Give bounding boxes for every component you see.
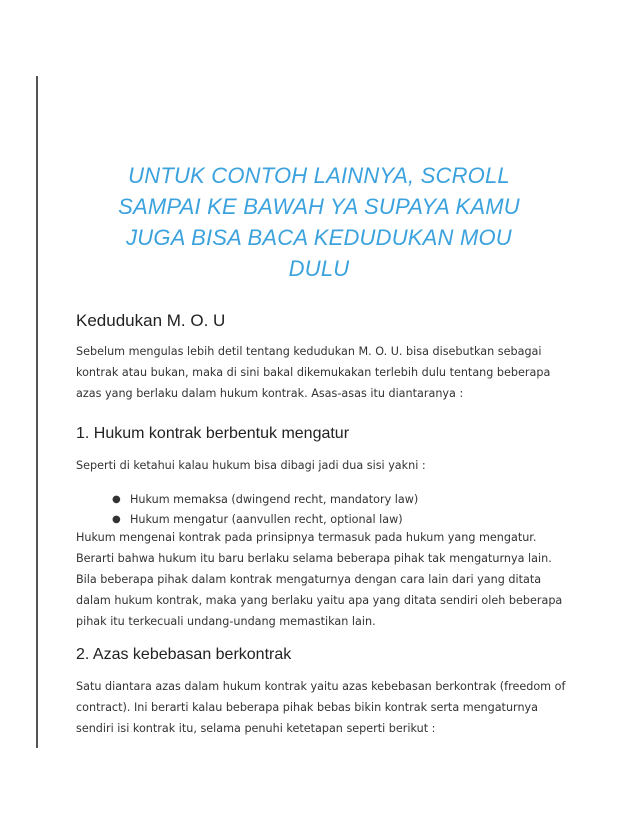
- bullet-icon: ●: [112, 514, 121, 525]
- left-margin-line: [36, 76, 38, 748]
- paragraph-line: contract). Ini berarti kalau beberapa pihak bebas bikin kontrak serta mengaturnya: [76, 701, 539, 714]
- heading-1-body: [76, 527, 576, 632]
- paragraph-line: Bila beberapa pihak dalam kontrak mengaturnya dengan cara lain dari yang ditata: [76, 573, 542, 586]
- banner-line: JUGA BISA BACA KEDUDUKAN MOU: [126, 225, 512, 250]
- paragraph-line: sendiri isi kontrak itu, selama penuhi ketetapan seperti berikut :: [76, 722, 436, 735]
- heading-1-lead: [76, 455, 576, 476]
- bullet-icon: ●: [112, 494, 121, 505]
- paragraph-line: Hukum mengenai kontrak pada prinsipnya termasuk pada hukum yang mengatur.: [76, 531, 537, 544]
- paragraph-line: azas yang berlaku dalam hukum kontrak. Asas-asas itu diantaranya :: [76, 387, 464, 400]
- paragraph-line: Berarti bahwa hukum itu baru berlaku selama beberapa pihak tak mengaturnya lain.: [76, 552, 552, 565]
- heading-2: 2. Azas kebebasan berkontrak: [76, 646, 292, 663]
- intro-paragraph: [76, 341, 576, 404]
- banner-line: DULU: [288, 256, 350, 281]
- list-item-label: Hukum memaksa (dwingend recht, mandatory law): [130, 493, 419, 506]
- paragraph-line: Sebelum mengulas lebih detil tentang kedudukan M. O. U. bisa disebutkan sebagai: [76, 345, 542, 358]
- heading-1: 1. Hukum kontrak berbentuk mengatur: [76, 425, 350, 442]
- paragraph-line: Seperti di ketahui kalau hukum bisa dibagi jadi dua sisi yakni :: [76, 459, 426, 472]
- banner-line: SAMPAI KE BAWAH YA SUPAYA KAMU: [118, 194, 520, 219]
- heading-2-body: [76, 676, 576, 739]
- paragraph-line: Satu diantara azas dalam hukum kontrak yaitu azas kebebasan berkontrak (freedom of: [76, 680, 566, 693]
- paragraph-line: dalam hukum kontrak, maka yang berlaku yaitu apa yang ditata sendiri oleh beberapa: [76, 594, 563, 607]
- paragraph-line: kontrak atau bukan, maka di sini bakal dikemukakan terlebih dulu tentang beberapa: [76, 366, 551, 379]
- paragraph-line: pihak itu terkecuali undang-undang memastikan lain.: [76, 615, 376, 628]
- section-title: Kedudukan M. O. U: [76, 311, 226, 330]
- list-item: [112, 490, 418, 510]
- law-types-list: [112, 490, 418, 530]
- banner-line: UNTUK CONTOH LAINNYA, SCROLL: [128, 163, 510, 188]
- promo-banner: [94, 160, 544, 284]
- list-item-label: Hukum mengatur (aanvullen recht, optional law): [130, 513, 403, 526]
